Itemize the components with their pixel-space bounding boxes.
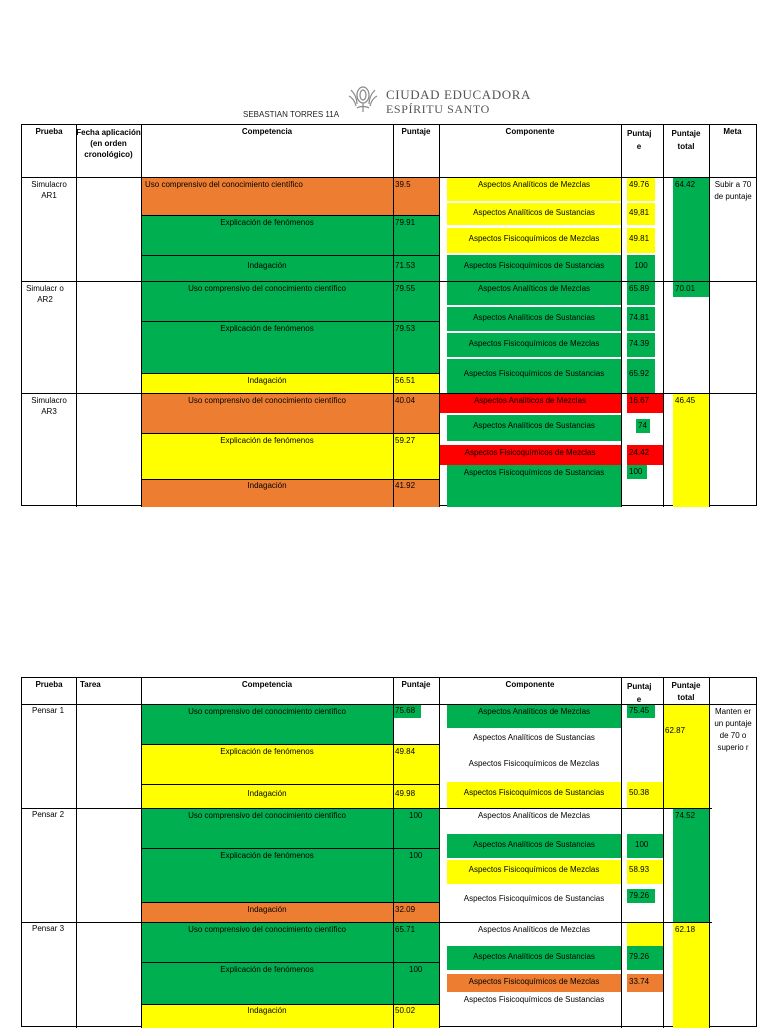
competencia-score: 79.91	[393, 215, 439, 255]
competencia-score: 79.55	[393, 281, 439, 321]
componente-score: 65.89	[627, 281, 655, 305]
prueba-label: Simulacr o AR2	[26, 284, 64, 304]
competencia-cell: Uso comprensivo del conocimiento científico	[141, 393, 393, 433]
prueba-label: Pensar 1	[32, 706, 65, 715]
prueba-label: Pensar 3	[32, 924, 65, 933]
componente-score: 65.92	[627, 359, 655, 393]
competencia-score: 32.09	[393, 902, 439, 922]
header-prueba: Prueba	[35, 680, 63, 689]
componente-cell: Aspectos Fisicoquímicos de Sustancias	[447, 465, 621, 507]
componente-cell: Aspectos Fisicoquímicos de Sustancias	[447, 359, 621, 393]
componente-score: 74	[636, 419, 650, 433]
competencia-cell: Explicación de fenómenos	[141, 744, 393, 784]
header-puntaje-componente: Puntaj e	[627, 129, 652, 151]
competencia-score: 75.68	[393, 704, 421, 718]
meta-label: Manten er un puntaje de 70 o superio r	[714, 707, 752, 752]
competencia-cell: Indagación	[141, 255, 393, 281]
componente-cell: Aspectos Fisicoquímicos de Sustancias	[447, 255, 621, 281]
competencia-score: 40.04	[393, 393, 439, 433]
componente-score: 24.42	[627, 445, 663, 465]
competencia-score: 100	[393, 808, 439, 848]
competencia-score: 59.27	[393, 433, 439, 479]
componente-score: 50.38	[627, 782, 663, 808]
competencia-score: 100	[393, 848, 439, 902]
componente-score: 75.45	[627, 704, 655, 718]
componente-score: 49.76	[627, 177, 655, 201]
header-componente: Componente	[505, 127, 555, 136]
componente-cell: Aspectos Analíticos de Mezclas	[447, 177, 621, 201]
competencia-cell: Indagación	[141, 479, 393, 507]
total-score: 74.52	[673, 808, 709, 922]
header-puntaje: Puntaje	[401, 680, 431, 689]
competencia-score: 79.53	[393, 321, 439, 373]
total-score: 62.18	[673, 922, 709, 1028]
componente-cell: Aspectos Analíticos de Sustancias	[447, 730, 621, 754]
componente-score: 58.93	[627, 860, 663, 884]
header-tarea: Tarea	[80, 680, 101, 689]
prueba-label: Pensar 2	[32, 810, 65, 819]
componente-cell: Aspectos Fisicoquímicos de Mezclas	[447, 974, 621, 992]
competencia-score: 71.53	[393, 255, 439, 281]
header-componente: Componente	[505, 680, 555, 689]
competencia-score: 41.92	[393, 479, 439, 507]
competencia-cell: Explicación de fenómenos	[141, 848, 393, 902]
competencia-score: 50.02	[393, 1004, 439, 1028]
total-score: 64.42	[673, 177, 709, 281]
competencia-cell: Explicación de fenómenos	[141, 433, 393, 479]
competencia-cell: Explicación de fenómenos	[141, 215, 393, 255]
competencia-score: 65.71	[393, 922, 439, 962]
componente-score: 100	[627, 834, 663, 858]
componente-cell: Aspectos Fisicoquímicos de Mezclas	[447, 756, 621, 780]
componente-cell: Aspectos Analíticos de Sustancias	[447, 834, 621, 858]
componente-cell: Aspectos Analíticos de Mezclas	[447, 704, 621, 728]
brand-line-2: ESPÍRITU SANTO	[386, 102, 490, 116]
competencia-cell: Indagación	[141, 784, 393, 808]
competencia-score: 49.98	[393, 784, 439, 808]
header-puntaje-componente: Puntaj e	[627, 682, 652, 704]
componente-score: 100	[627, 465, 647, 479]
total-score: 46.45	[673, 393, 709, 507]
componente-cell: Aspectos Fisicoquímicos de Sustancias	[447, 992, 621, 1010]
header-puntaje: Puntaje	[401, 127, 431, 136]
competencia-score: 49.84	[393, 744, 439, 784]
componente-cell: Aspectos Analíticos de Mezclas	[447, 281, 621, 305]
results-table-pensar	[21, 677, 757, 1027]
competencia-cell: Indagación	[141, 902, 393, 922]
componente-cell: Aspectos Fisicoquímicos de Mezclas	[439, 445, 621, 465]
competencia-cell: Indagación	[141, 1004, 393, 1028]
competencia-cell: Uso comprensivo del conocimiento científico	[141, 281, 393, 321]
componente-score: 79.26	[627, 946, 663, 970]
header-meta: Meta	[723, 127, 742, 136]
document-header	[0, 0, 768, 124]
header-puntaje-total: Puntaje total	[671, 681, 701, 702]
componente-cell: Aspectos Analíticos de Sustancias	[447, 946, 621, 970]
componente-score: 49.81	[627, 228, 655, 253]
competencia-cell: Uso comprensivo del conocimiento científico	[141, 808, 393, 848]
componente-cell: Aspectos Analíticos de Mezclas	[447, 922, 621, 946]
componente-score: 79.26	[627, 889, 655, 903]
competencia-cell: Uso comprensivo del conocimiento científico	[141, 177, 393, 215]
competencia-score: 39.5	[393, 177, 439, 215]
competencia-score: 56.51	[393, 373, 439, 393]
componente-cell: Aspectos Analíticos de Sustancias	[447, 307, 621, 331]
competencia-cell: Indagación	[141, 373, 393, 393]
header-competencia: Competencia	[241, 127, 293, 136]
results-table-simulacros	[21, 124, 757, 506]
competencia-cell: Explicación de fenómenos	[141, 321, 393, 373]
total-score: 70.01	[673, 281, 709, 297]
total-score: 62.87	[663, 704, 709, 808]
header-fecha: Fecha aplicación (en orden cronológico)	[76, 128, 141, 159]
header-puntaje-total: Puntaje total	[671, 129, 701, 151]
componente-score	[627, 922, 663, 948]
flower-logo-icon	[346, 84, 380, 114]
header-competencia: Competencia	[241, 680, 293, 689]
componente-cell: Aspectos Analíticos de Sustancias	[447, 415, 621, 441]
componente-score: 33.74	[627, 974, 663, 992]
student-name: SEBASTIAN TORRES 11A	[243, 110, 340, 119]
componente-score: 49,81	[627, 203, 655, 225]
componente-score: 100	[627, 255, 655, 281]
componente-cell: Aspectos Fisicoquímicos de Sustancias	[447, 886, 621, 916]
competencia-cell: Uso comprensivo del conocimiento científico	[141, 704, 393, 744]
competencia-cell: Explicación de fenómenos	[141, 962, 393, 1004]
header-prueba: Prueba	[35, 127, 63, 136]
componente-cell: Aspectos Fisicoquímicos de Mezclas	[447, 860, 621, 884]
componente-score: 74.39	[627, 333, 655, 357]
prueba-label: Simulacro AR1	[31, 180, 67, 200]
componente-cell: Aspectos Analíticos de Mezclas	[447, 808, 621, 832]
prueba-label: Simulacro AR3	[31, 396, 67, 416]
componente-score: 16.67	[627, 393, 663, 413]
brand-line-1: CIUDAD EDUCADORA	[386, 87, 532, 102]
componente-cell: Aspectos Analíticos de Mezclas	[439, 393, 621, 413]
meta-label: Subir a 70 de puntaje	[714, 180, 752, 201]
componente-score: 74.81	[627, 307, 655, 331]
componente-cell: Aspectos Analíticos de Sustancias	[447, 203, 621, 225]
componente-cell: Aspectos Fisicoquímicos de Mezclas	[447, 333, 621, 357]
competencia-score: 100	[393, 962, 439, 1004]
competencia-cell: Uso comprensivo del conocimiento científico	[141, 922, 393, 962]
componente-cell: Aspectos Fisicoquímicos de Sustancias	[447, 782, 621, 808]
componente-cell: Aspectos Fisicoquímicos de Mezclas	[447, 228, 621, 253]
